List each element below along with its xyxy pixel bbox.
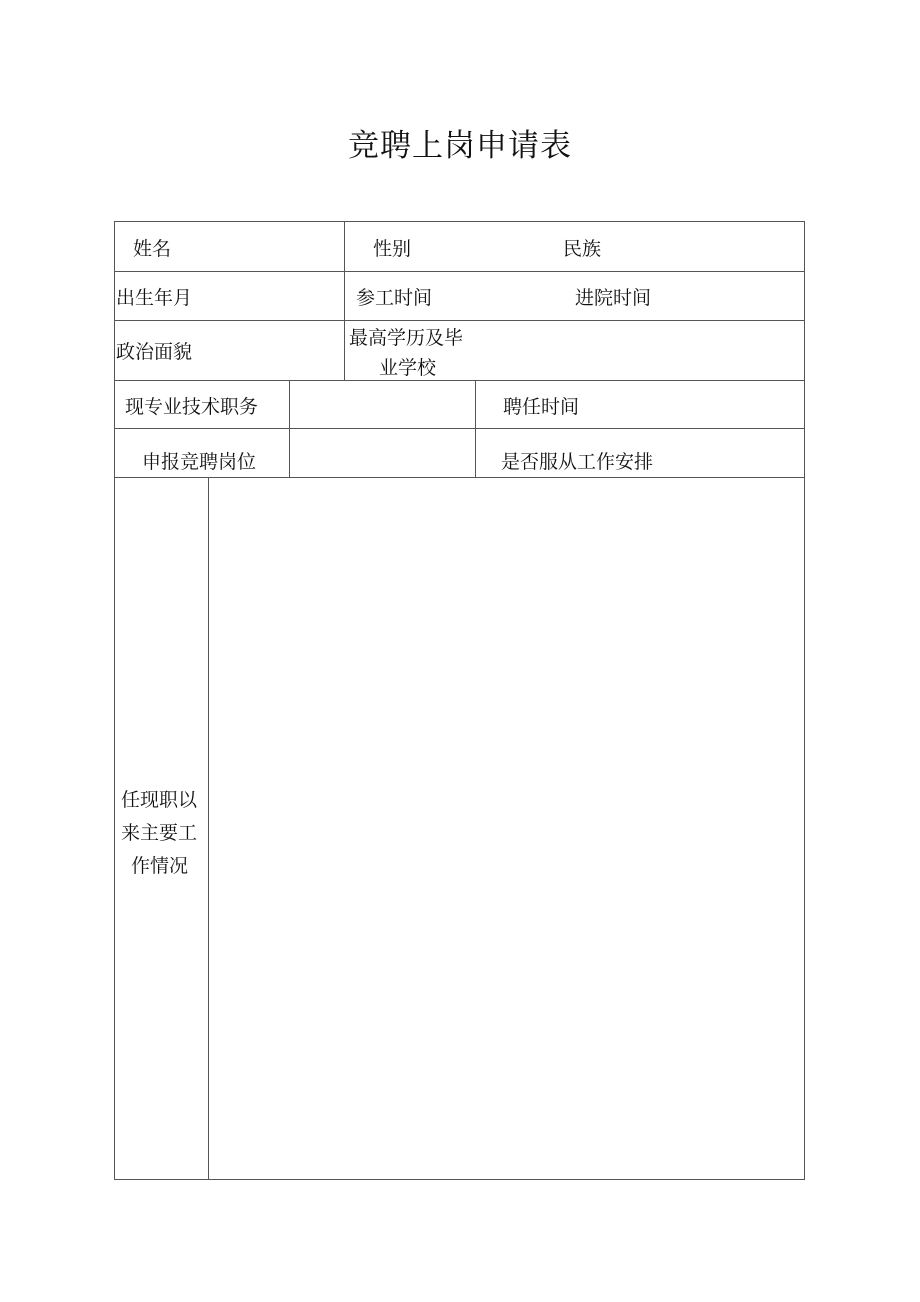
apply-position-field[interactable] <box>292 431 472 474</box>
row-divider-4 <box>114 428 805 429</box>
education-field[interactable] <box>480 323 800 377</box>
table-border-bottom <box>114 1179 805 1180</box>
obey-arrangement-field[interactable] <box>670 431 800 474</box>
row-divider-5 <box>114 477 805 478</box>
work-summary-label-line1: 任现职以 <box>121 789 198 811</box>
gender-label: 性别 <box>373 238 412 260</box>
gender-field[interactable] <box>420 224 555 268</box>
table-border-top <box>114 221 805 222</box>
birth-label: 出生年月 <box>116 287 193 309</box>
table-border-right <box>804 221 805 1180</box>
name-field[interactable] <box>185 224 340 268</box>
work-start-label: 参工时间 <box>356 287 433 309</box>
birth-field[interactable] <box>200 274 340 317</box>
table-border-left <box>114 221 115 1180</box>
political-field[interactable] <box>200 323 340 377</box>
row-divider-1 <box>114 271 805 272</box>
name-label: 姓名 <box>133 238 172 260</box>
page-title: 竞聘上岗申请表 <box>348 128 572 164</box>
political-label: 政治面貌 <box>116 341 193 363</box>
row-divider-2 <box>114 320 805 321</box>
row-divider-3 <box>114 380 805 381</box>
obey-arrangement-label: 是否服从工作安排 <box>501 451 654 473</box>
appoint-time-field[interactable] <box>590 383 800 425</box>
appoint-time-label: 聘任时间 <box>503 396 580 418</box>
work-summary-label-line2: 来主要工 <box>121 822 198 844</box>
col-divider-mid-right <box>475 380 476 477</box>
hospital-join-field[interactable] <box>660 274 800 317</box>
tech-title-field[interactable] <box>292 383 472 425</box>
work-start-field[interactable] <box>440 274 570 317</box>
tech-title-label: 现专业技术职务 <box>125 396 259 418</box>
apply-position-label: 申报竞聘岗位 <box>142 451 257 473</box>
col-divider-summary <box>208 477 209 1179</box>
work-summary-field[interactable] <box>211 480 801 1176</box>
ethnicity-field[interactable] <box>610 224 800 268</box>
ethnicity-label: 民族 <box>563 238 602 260</box>
work-summary-label-line3: 作情况 <box>131 855 189 877</box>
col-divider-upper <box>344 221 345 380</box>
col-divider-mid-left <box>289 380 290 477</box>
education-label-line2: 业学校 <box>379 357 437 379</box>
hospital-join-label: 进院时间 <box>575 287 652 309</box>
education-label-line1: 最高学历及毕 <box>349 327 464 349</box>
